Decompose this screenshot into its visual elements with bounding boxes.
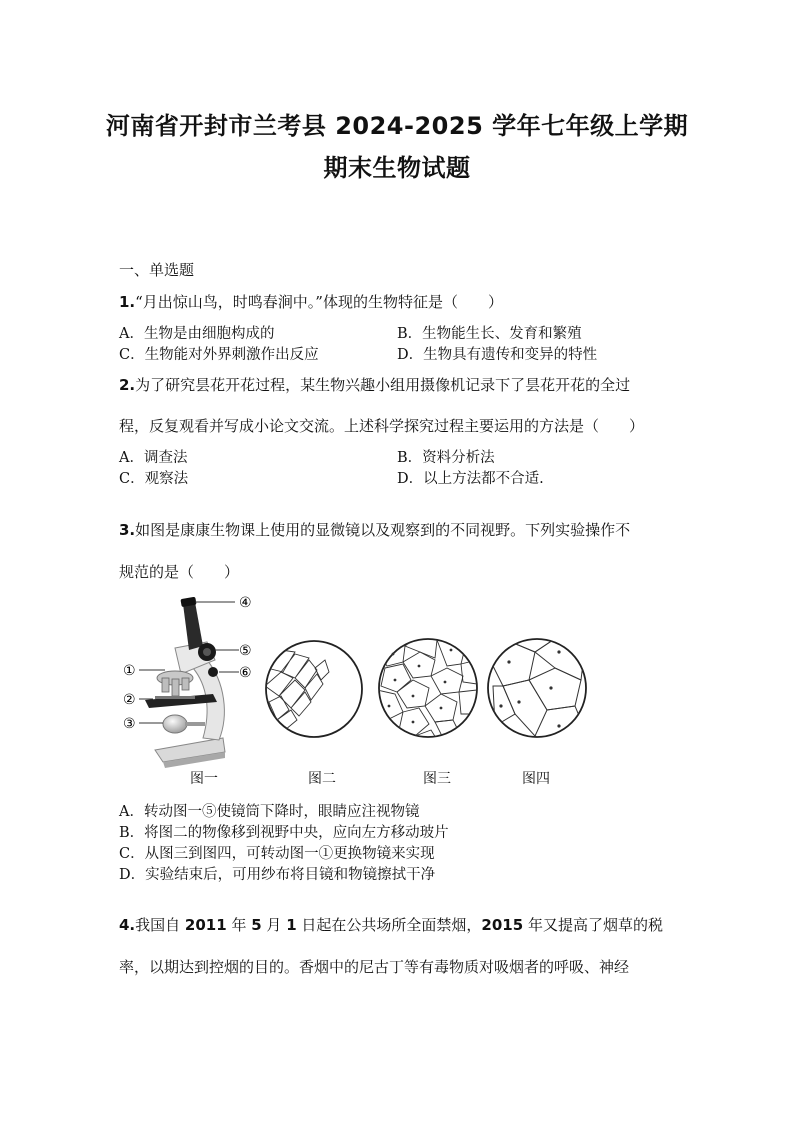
caption-figure-3: 图三 (423, 771, 451, 787)
question-2-number: 2. (119, 376, 136, 394)
question-2-text-1: 为了研究昙花开花过程，某生物兴趣小组用摄像机记录下了昙花开花的全过 (135, 376, 631, 394)
label-5: ⑤ (239, 643, 252, 659)
label-3: ③ (123, 716, 136, 732)
question-4-stem-line1 (119, 914, 663, 935)
q2-option-b: B．资料分析法 (397, 450, 495, 466)
q1-option-a: A．生物是由细胞构成的 (119, 326, 275, 342)
q1-option-b: B．生物能生长、发育和繁殖 (397, 326, 582, 342)
question-2-stem-line2: 程，反复观看并写成小论文交流。上述科学探究过程主要运用的方法是（ ） (119, 417, 645, 435)
question-1-number: 1. (119, 293, 136, 311)
q2-option-d: D．以上方法都不合适. (397, 471, 544, 487)
question-1-stem (119, 291, 503, 312)
question-3-number: 3. (119, 521, 136, 539)
microscope-figure (115, 590, 615, 770)
q4-day: 1 (286, 916, 297, 934)
caption-figure-4: 图四 (522, 771, 550, 787)
question-4-number: 4. (119, 916, 136, 934)
q4-year-2015: 2015 (481, 916, 524, 934)
q1-option-d: D．生物具有遗传和变异的特性 (397, 347, 598, 363)
question-3-stem-line2: 规范的是（ ） (119, 563, 240, 581)
label-2: ② (123, 692, 136, 708)
q2-option-c: C．观察法 (119, 471, 189, 487)
q3-option-d: D．实验结束后，可用纱布将目镜和物镜擦拭干净 (119, 867, 436, 883)
section-heading: 一、单选题 (119, 261, 195, 279)
question-1-text: “月出惊山鸟，时鸣春涧中。”体现的生物特征是（ ） (135, 293, 503, 311)
page-title-line2: 期末生物试题 (323, 154, 471, 182)
view-3-icon (375, 634, 477, 748)
q4-text-a: 我国自 (135, 916, 185, 934)
view-4-icon (487, 630, 586, 746)
q3-option-a: A．转动图一⑤使镜筒下降时，眼睛应注视物镜 (119, 804, 420, 820)
caption-figure-2: 图二 (308, 771, 336, 787)
caption-figure-1: 图一 (190, 771, 218, 787)
q3-option-b: B．将图二的物像移到视野中央，应向左方移动玻片 (119, 825, 449, 841)
question-3-stem-line1 (119, 519, 630, 540)
label-4: ④ (239, 595, 252, 611)
label-6: ⑥ (239, 665, 252, 681)
q4-text-e: 年又提高了烟草的税 (523, 916, 663, 934)
q1-option-c: C．生物能对外界刺激作出反应 (119, 347, 319, 363)
question-3-text-1: 如图是康康生物课上使用的显微镜以及观察到的不同视野。下列实验操作不 (135, 521, 631, 539)
q4-year-2011: 2011 (184, 916, 227, 934)
label-1: ① (123, 663, 136, 679)
q4-text-b: 年 (226, 916, 252, 934)
microscope-icon (139, 597, 239, 768)
page-title-line1: 河南省开封市兰考县 2024-2025 学年七年级上学期 (105, 112, 689, 140)
q4-text-c: 月 (261, 916, 287, 934)
q2-option-a: A．调查法 (119, 450, 188, 466)
view-2-icon (265, 641, 362, 737)
question-2-stem-line1 (119, 374, 630, 395)
q4-month: 5 (251, 916, 262, 934)
q3-option-c: C．从图三到图四，可转动图一①更换物镜来实现 (119, 846, 435, 862)
question-4-stem-line2: 率，以期达到控烟的目的。香烟中的尼古丁等有毒物质对吸烟者的呼吸、神经 (119, 958, 630, 976)
q4-text-d: 日起在公共场所全面禁烟， (296, 916, 482, 934)
